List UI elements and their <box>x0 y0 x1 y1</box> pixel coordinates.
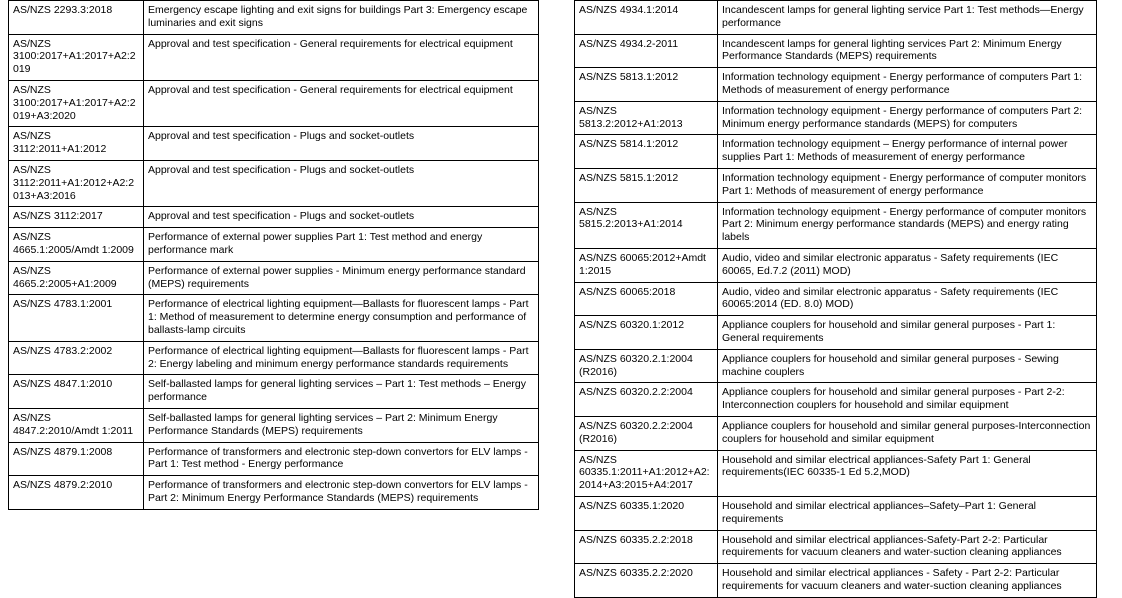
standard-code: AS/NZS 4934.1:2014 <box>575 1 718 35</box>
standard-code: AS/NZS 60335.2.2:2018 <box>575 530 718 564</box>
standard-description: Household and similar electrical appliances-Safety-Part 2-2: Particular requirements for vacuum cleaners and water-suction cleaning appliances <box>718 530 1097 564</box>
standard-description: Performance of electrical lighting equipment—Ballasts for fluorescent lamps - Part 2: Energy labeling and minimum energy performance standards requirements <box>144 341 539 375</box>
standard-code: AS/NZS 60320.1:2012 <box>575 316 718 350</box>
table-row <box>575 34 1097 68</box>
standard-code: AS/NZS 3100:2017+A1:2017+A2:2019+A3:2020 <box>9 80 144 126</box>
standard-code: AS/NZS 3112:2011+A1:2012+A2:2013+A3:2016 <box>9 160 144 206</box>
left-table-body <box>9 1 539 510</box>
standard-description: Appliance couplers for household and similar general purposes - Part 1: General requirements <box>718 316 1097 350</box>
standard-description: Performance of transformers and electronic step-down convertors for ELV lamps - Part 1: Test method - Energy performance <box>144 442 539 476</box>
standard-code: AS/NZS 4847.2:2010/Amdt 1:2011 <box>9 408 144 442</box>
table-row <box>9 375 539 409</box>
standard-description: Audio, video and similar electronic apparatus - Safety requirements (IEC 60065:2014 (ED. 8.0) MOD) <box>718 282 1097 316</box>
table-row <box>575 383 1097 417</box>
standard-description: Incandescent lamps for general lighting services Part 2: Minimum Energy Performance Standards (MEPS) requirements <box>718 34 1097 68</box>
standard-code: AS/NZS 60065:2012+Amdt 1:2015 <box>575 248 718 282</box>
table-row <box>575 450 1097 496</box>
standard-code: AS/NZS 60335.2.2:2020 <box>575 564 718 598</box>
standard-code: AS/NZS 4934.2-2011 <box>575 34 718 68</box>
standard-description: Incandescent lamps for general lighting service Part 1: Test methods—Energy performance <box>718 1 1097 35</box>
table-row <box>575 1 1097 35</box>
standards-table-left-container <box>8 0 538 510</box>
standard-description: Approval and test specification - General requirements for electrical equipment <box>144 34 539 80</box>
standard-description: Emergency escape lighting and exit signs for buildings Part 3: Emergency escape luminaries and exit signs <box>144 1 539 35</box>
table-row <box>575 530 1097 564</box>
table-row <box>575 68 1097 102</box>
standard-description: Performance of transformers and electronic step-down convertors for ELV lamps - Part 2: Minimum Energy Performance Standards (MEPS) requirements <box>144 476 539 510</box>
table-row <box>575 135 1097 169</box>
standard-code: AS/NZS 4879.1:2008 <box>9 442 144 476</box>
standard-code: AS/NZS 60335.1:2011+A1:2012+A2:2014+A3:2015+A4:2017 <box>575 450 718 496</box>
table-row <box>9 1 539 35</box>
table-row <box>575 168 1097 202</box>
table-row <box>9 160 539 206</box>
standard-code: AS/NZS 2293.3:2018 <box>9 1 144 35</box>
standard-code: AS/NZS 3100:2017+A1:2017+A2:2019 <box>9 34 144 80</box>
standard-code: AS/NZS 4665.1:2005/Amdt 1:2009 <box>9 228 144 262</box>
table-row <box>9 295 539 341</box>
standard-code: AS/NZS 4783.1:2001 <box>9 295 144 341</box>
table-row <box>575 316 1097 350</box>
standard-description: Approval and test specification - General requirements for electrical equipment <box>144 80 539 126</box>
right-table-body <box>575 1 1097 598</box>
standard-description: Performance of external power supplies Part 1: Test method and energy performance mark <box>144 228 539 262</box>
standard-description: Self-ballasted lamps for general lighting services – Part 2: Minimum Energy Performance Standards (MEPS) requirements <box>144 408 539 442</box>
standard-description: Information technology equipment – Energy performance of internal power supplies Part 1: Methods of measurement of energy performance <box>718 135 1097 169</box>
table-row <box>9 34 539 80</box>
table-row <box>575 101 1097 135</box>
standard-description: Information technology equipment - Energy performance of computer monitors Part 2: Minimum energy performance standards (MEPS) and energy rating labels <box>718 202 1097 248</box>
standard-description: Household and similar electrical appliances-Safety Part 1: General requirements(IEC 60335-1 Ed 5.2,MOD) <box>718 450 1097 496</box>
standard-description: Appliance couplers for household and similar general purposes-Interconnection couplers for household and similar equipment <box>718 416 1097 450</box>
standard-code: AS/NZS 3112:2011+A1:2012 <box>9 127 144 161</box>
table-row <box>575 416 1097 450</box>
standard-description: Information technology equipment - Energy performance of computers Part 1: Methods of measurement of energy performance <box>718 68 1097 102</box>
standard-code: AS/NZS 5814.1:2012 <box>575 135 718 169</box>
standards-table-right <box>574 0 1097 598</box>
standard-code: AS/NZS 5813.1:2012 <box>575 68 718 102</box>
table-row <box>9 476 539 510</box>
table-row <box>9 341 539 375</box>
standard-code: AS/NZS 4665.2:2005+A1:2009 <box>9 261 144 295</box>
table-row <box>9 408 539 442</box>
standard-description: Appliance couplers for household and similar general purposes - Sewing machine couplers <box>718 349 1097 383</box>
standard-description: Information technology equipment - Energy performance of computers Part 2: Minimum energy performance standards (MEPS) for computers <box>718 101 1097 135</box>
standard-description: Household and similar electrical appliances–Safety–Part 1: General requirements <box>718 496 1097 530</box>
table-row <box>9 127 539 161</box>
standard-description: Information technology equipment - Energy performance of computer monitors Part 1: Methods of measurement of energy performance <box>718 168 1097 202</box>
table-row <box>575 349 1097 383</box>
standard-code: AS/NZS 60335.1:2020 <box>575 496 718 530</box>
standard-description: Approval and test specification - Plugs and socket-outlets <box>144 207 539 228</box>
standard-code: AS/NZS 60065:2018 <box>575 282 718 316</box>
table-row <box>575 564 1097 598</box>
standard-description: Household and similar electrical appliances - Safety - Part 2-2: Particular requirements for vacuum cleaners and water-suction cleaning appliances <box>718 564 1097 598</box>
standards-table-left <box>8 0 539 510</box>
table-row <box>575 282 1097 316</box>
standard-code: AS/NZS 3112:2017 <box>9 207 144 228</box>
table-row <box>9 207 539 228</box>
standard-code: AS/NZS 60320.2.2:2004 (R2016) <box>575 416 718 450</box>
standard-description: Performance of electrical lighting equipment—Ballasts for fluorescent lamps - Part 1: Method of measurement to determine energy consumption and performance of ballasts-lamp circuits <box>144 295 539 341</box>
standard-description: Approval and test specification - Plugs and socket-outlets <box>144 160 539 206</box>
standard-code: AS/NZS 4783.2:2002 <box>9 341 144 375</box>
table-row <box>9 80 539 126</box>
table-row <box>575 248 1097 282</box>
table-row <box>575 496 1097 530</box>
standard-code: AS/NZS 60320.2.2:2004 <box>575 383 718 417</box>
standard-code: AS/NZS 5815.2:2013+A1:2014 <box>575 202 718 248</box>
standard-description: Appliance couplers for household and similar general purposes - Part 2-2: Interconnection couplers for household and similar equipment <box>718 383 1097 417</box>
table-row <box>9 228 539 262</box>
table-row <box>9 261 539 295</box>
table-row <box>9 442 539 476</box>
standards-table-right-container <box>574 0 1096 598</box>
standard-code: AS/NZS 4847.1:2010 <box>9 375 144 409</box>
standard-code: AS/NZS 5813.2:2012+A1:2013 <box>575 101 718 135</box>
table-row <box>575 202 1097 248</box>
standard-description: Approval and test specification - Plugs and socket-outlets <box>144 127 539 161</box>
standard-description: Audio, video and similar electronic apparatus - Safety requirements (IEC 60065, Ed.7.2 (2011) MOD) <box>718 248 1097 282</box>
standard-code: AS/NZS 5815.1:2012 <box>575 168 718 202</box>
standard-description: Performance of external power supplies - Minimum energy performance standard (MEPS) requirements <box>144 261 539 295</box>
standard-description: Self-ballasted lamps for general lighting services – Part 1: Test methods – Energy performance <box>144 375 539 409</box>
standard-code: AS/NZS 60320.2.1:2004 (R2016) <box>575 349 718 383</box>
standard-code: AS/NZS 4879.2:2010 <box>9 476 144 510</box>
